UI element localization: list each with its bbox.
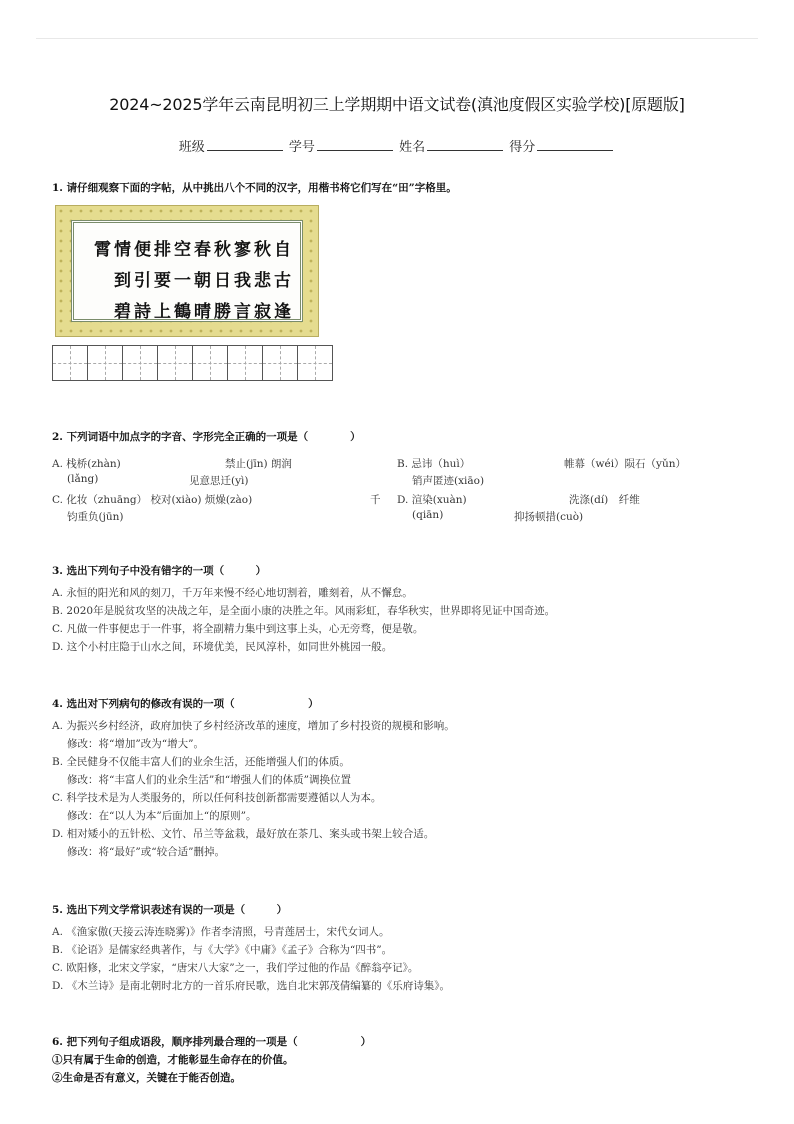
sentence-1: ①只有属于生命的创造，才能彰显生命存在的价值。 xyxy=(52,1054,294,1066)
tianzige-grid xyxy=(53,345,333,381)
option-d-part2: 洗涤(dí) 纤维 xyxy=(569,494,640,506)
top-rule xyxy=(36,38,758,39)
question-3-options xyxy=(52,584,754,656)
option-c-part1: C. 化妆（zhuāng） 校对(xiào) 烦燥(zào) xyxy=(52,494,253,506)
option-a-part2: 禁止(jīn) 朗润 xyxy=(225,458,292,470)
calligraphy-row-2: 到引要一朝日我悲古 xyxy=(114,271,294,291)
option-d: D. 相对矮小的五针松、文竹、吊兰等盆栽，最好放在茶几、案头或书架上较合适。 xyxy=(52,828,435,840)
option-d-part1: D. 渲染(xuàn) xyxy=(397,494,467,506)
option-d-revision: 修改：将“最好”或“较合适”删掉。 xyxy=(67,846,225,858)
question-5 xyxy=(52,902,754,995)
score-blank[interactable] xyxy=(537,138,613,151)
option-a-part3: (lǎng) xyxy=(67,473,99,485)
tianzige-cell[interactable] xyxy=(227,345,263,381)
class-blank[interactable] xyxy=(207,138,283,151)
calligraphy-row-1: 霄情便排空春秋寥秋自 xyxy=(94,240,294,260)
option-a: A. 《渔家傲(天接云涛连晓雾)》作者李清照，号青莲居士，宋代女词人。 xyxy=(52,926,390,938)
option-a-part4: 见意思迁(yì) xyxy=(189,475,249,487)
option-c-revision: 修改：在“以人为本”后面加上“的原则”。 xyxy=(67,810,257,822)
question-2-header: 2. 下列词语中加点字的字音、字形完全正确的一项是（ ） xyxy=(52,431,361,443)
question-4 xyxy=(52,696,754,861)
question-4-options xyxy=(52,717,754,861)
option-b-part3: 销声匿迹(xiāo) xyxy=(412,475,485,487)
name-blank[interactable] xyxy=(427,138,503,151)
tianzige-cell[interactable] xyxy=(157,345,193,381)
option-b-revision: 修改：将“丰富人们的业余生活”和“增强人们的体质”调换位置 xyxy=(67,774,351,786)
option-c: C. 科学技术是为人类服务的，所以任何科技创新都需要遵循以人为本。 xyxy=(52,792,382,804)
option-b-part1: B. 忌讳（huì） xyxy=(397,458,471,470)
question-6-items xyxy=(52,1051,754,1087)
question-1-header: 1. 请仔细观察下面的字帖，从中挑出八个不同的汉字，用楷书将它们写在“田”字格里。 xyxy=(52,182,457,194)
tianzige-cell[interactable] xyxy=(297,345,333,381)
option-b: B. 全民健身不仅能丰富人们的业余生活，还能增强人们的体质。 xyxy=(52,756,350,768)
calligraphy-image xyxy=(55,205,319,337)
question-6 xyxy=(52,1034,754,1087)
option-b-part2: 帷幕（wéi）陨石（yǔn） xyxy=(564,458,687,470)
option-b: B. 2020年是脱贫攻坚的决战之年，是全面小康的决胜之年。风雨彩虹，春华秋实，世界即将见证中国奇迹。 xyxy=(52,605,556,617)
option-c: C. 欧阳修，北宋文学家，“唐宋八大家”之一，我们学过他的作品《醉翁亭记》。 xyxy=(52,962,419,974)
tianzige-cell[interactable] xyxy=(262,345,298,381)
option-b: B. 《论语》是儒家经典著作，与《大学》《中庸》《孟子》合称为“四书”。 xyxy=(52,944,393,956)
tianzige-cell[interactable] xyxy=(87,345,123,381)
tianzige-cell[interactable] xyxy=(52,345,88,381)
page-title: 2024~2025学年云南昆明初三上学期期中语文试卷(滇池度假区实验学校)[原题版] xyxy=(109,95,685,114)
question-3 xyxy=(52,563,754,656)
calligraphy-panel xyxy=(71,220,303,322)
question-1 xyxy=(52,180,754,195)
option-a-part1: A. 栈桥(zhàn) xyxy=(52,458,121,470)
id-label: 学号 xyxy=(288,140,315,155)
question-2-options xyxy=(52,456,754,523)
question-6-header: 6. 把下列句子组成语段，顺序排列最合理的一项是（ ） xyxy=(52,1036,372,1048)
sentence-2: ②生命是否有意义，关键在于能否创造。 xyxy=(52,1072,241,1084)
student-info xyxy=(0,136,794,155)
id-blank[interactable] xyxy=(317,138,393,151)
question-5-header: 5. 选出下列文学常识表述有误的一项是（ ） xyxy=(52,904,288,916)
question-4-header: 4. 选出对下列病句的修改有误的一项（ ） xyxy=(52,698,319,710)
question-5-options xyxy=(52,923,754,995)
option-a: A. 永恒的阳光和风的刻刀，千万年来慢不经心地切割着，雕刻着，从不懈怠。 xyxy=(52,587,413,599)
name-label: 姓名 xyxy=(399,140,426,155)
option-d-part4: 抑扬顿措(cuò) xyxy=(514,511,584,523)
class-label: 班级 xyxy=(178,140,205,155)
option-c-part3: 钧重负(jūn) xyxy=(67,511,124,523)
calligraphy-row-3: 碧詩上鶴晴勝言寂逢 xyxy=(114,302,294,322)
option-c: C. 凡做一件事便忠于一件事，将全副精力集中到这事上头，心无旁骛，便是敬。 xyxy=(52,623,424,635)
option-a-revision: 修改：将“增加”改为“增大”。 xyxy=(67,738,204,750)
option-a: A. 为振兴乡村经济，政府加快了乡村经济改革的速度，增加了乡村投资的规模和影响。 xyxy=(52,720,455,732)
question-2 xyxy=(52,429,754,523)
option-d: D. 《木兰诗》是南北朝时北方的一首乐府民歌，选自北宋郭茂倩编纂的《乐府诗集》。 xyxy=(52,980,450,992)
option-d-part3: (qiān) xyxy=(412,509,444,521)
tianzige-cell[interactable] xyxy=(192,345,228,381)
score-label: 得分 xyxy=(509,140,536,155)
option-d: D. 这个小村庄隐于山水之间，环境优美，民风淳朴，如同世外桃园一般。 xyxy=(52,641,393,653)
option-c-part2: 千 xyxy=(370,494,381,506)
tianzige-cell[interactable] xyxy=(122,345,158,381)
question-3-header: 3. 选出下列句子中没有错字的一项（ ） xyxy=(52,565,267,577)
